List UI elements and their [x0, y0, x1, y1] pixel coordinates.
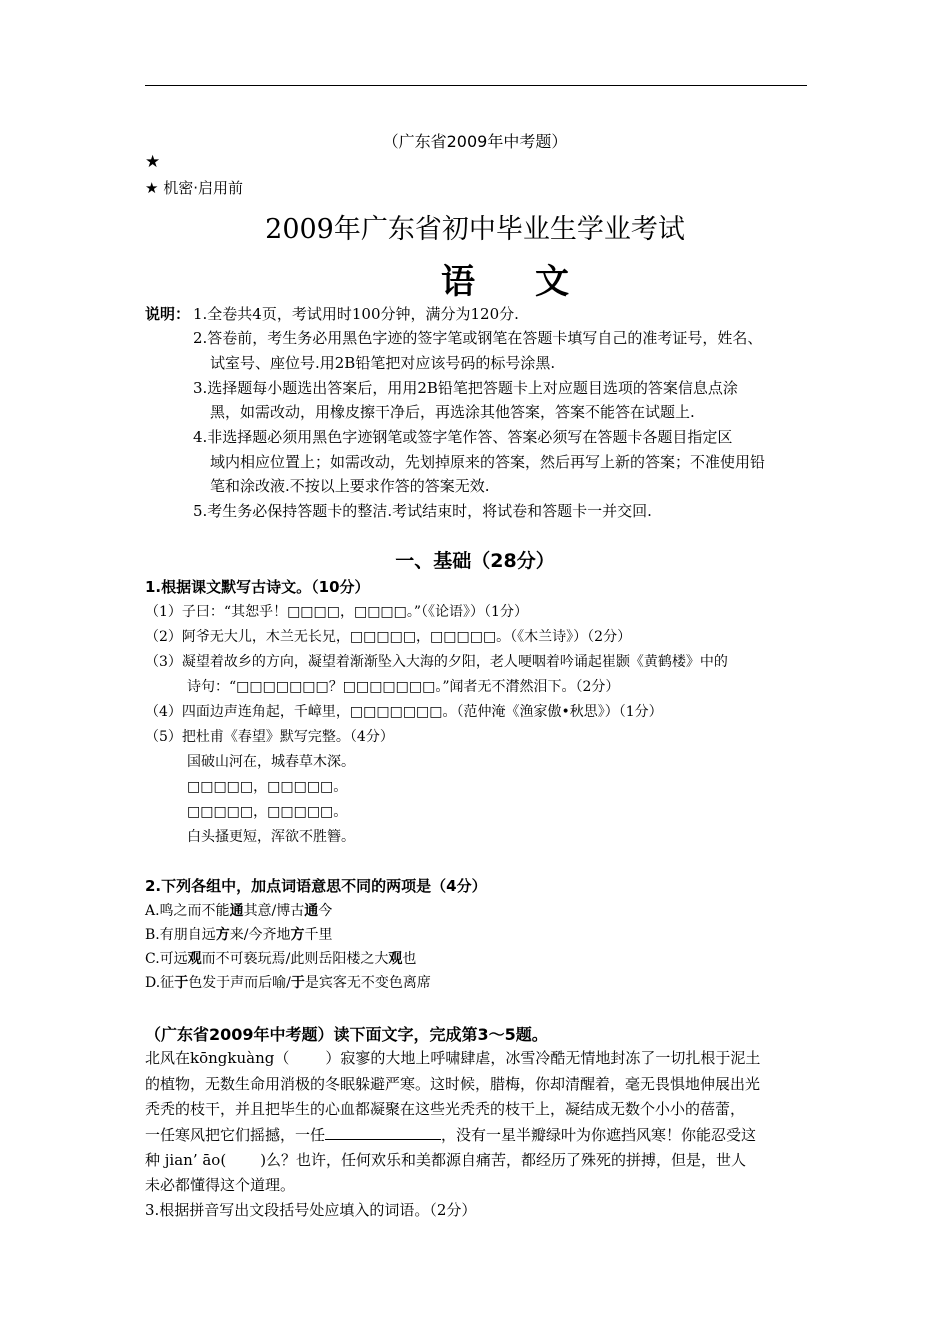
source-title: （广东省2009年中考题） [382, 132, 568, 151]
passage-line: 种 jian’ āo( )么？也许，任何欢乐和美都源自痛苦，都经历了殊死的拼搏，但是，世人 [145, 1151, 747, 1169]
passage-line: 一任寒风把它们摇撼，一任 ，没有一星半瓣绿叶为你遮挡风寒！你能忍受这 [145, 1126, 757, 1144]
instruction-item: 笔和涂改液.不按以上要求作答的答案无效. [210, 477, 490, 495]
question-title: 1.根据课文默写古诗文。（10分） [145, 578, 370, 596]
passage-line: 的植物，无数生命用消极的冬眠躲避严寒。这时候，腊梅，你却清醒着，毫无畏惧地伸展出光 [145, 1075, 761, 1093]
poem-line: 白头搔更短，浑欲不胜簪。 [187, 829, 355, 845]
question-line: （3）凝望着故乡的方向，凝望着渐渐坠入大海的夕阳，老人哽咽着吟诵起崔颢《黄鹤楼》中的 [145, 654, 728, 670]
instruction-item: 域内相应位置上；如需改动，先划掉原来的答案，然后再写上新的答案；不准使用铅 [210, 453, 766, 471]
instructions-label: 说明： [145, 305, 191, 323]
reading-title: （广东省2009年中考题）读下面文字，完成第3～5题。 [145, 1025, 548, 1044]
top-rule [145, 85, 807, 86]
question-title: 2.下列各组中，加点词语意思不同的两项是（4分） [145, 877, 487, 895]
section-title: 一、基础（28分） [395, 550, 555, 572]
poem-line: □□□□□，□□□□□。 [187, 804, 348, 820]
instruction-item: 3.选择题每小题选出答案后，用用2B铅笔把答题卡上对应题目选项的答案信息点涂 [193, 379, 738, 397]
question-line: （2）阿爷无大儿，木兰无长兄，□□□□□，□□□□□。（《木兰诗》）（2分） [145, 629, 632, 645]
question-line: （5）把杜甫《春望》默写完整。（4分） [145, 729, 394, 745]
passage-line: 北风在kōngkuàng（ ）寂寥的大地上呼啸肆虐，冰雪冷酷无情地封冻了一切扎根于泥土 [145, 1049, 761, 1067]
poem-line: 国破山河在，城春草木深。 [187, 754, 355, 770]
star-icon: ★ [145, 152, 161, 172]
exam-title: 2009年广东省初中毕业生学业考试 [265, 214, 685, 245]
passage-line: 未必都懂得这个道理。 [145, 1176, 296, 1194]
secret-label: ★ 机密·启用前 [145, 179, 243, 197]
question-line: （4）四面边声连角起，千嶂里，□□□□□□□。（范仲淹《渔家傲•秋思》）（1分） [145, 704, 663, 720]
instruction-item: 黑，如需改动，用橡皮擦干净后，再选涂其他答案，答案不能答在试题上. [210, 403, 695, 421]
instruction-item: 5.考生务必保持答题卡的整洁.考试结束时，将试卷和答题卡一并交回. [193, 502, 652, 520]
instruction-item: 2.答卷前，考生务必用黑色字迹的签字笔或钢笔在答题卡填写自己的准考证号，姓名、 [193, 329, 763, 347]
option-d: D.征于色发于声而后喻/于是宾客无不变色离席 [145, 975, 431, 991]
instruction-item: 试室号、座位号.用2B铅笔把对应该号码的标号涂黑. [210, 354, 556, 372]
option-c: C.可远观而不可亵玩焉/此则岳阳楼之大观也 [145, 951, 417, 967]
instruction-item: 4.非选择题必须用黑色字迹钢笔或签字笔作答、答案必须写在答题卡各题目指定区 [193, 428, 733, 446]
subject-title: 语文 [441, 262, 629, 302]
question-title: 3.根据拼音写出文段括号处应填入的词语。（2分） [145, 1201, 477, 1219]
option-a: A.鸣之而不能通其意/博古通今 [145, 903, 333, 919]
instruction-item: 1.全卷共4页，考试用时100分钟，满分为120分. [193, 305, 519, 323]
question-line: （1）子曰：“其恕乎！□□□□，□□□□。”（《论语》）（1分） [145, 604, 528, 620]
passage-line: 秃秃的枝干，并且把毕生的心血都凝聚在这些光秃秃的枝干上，凝结成无数个小小的蓓蕾， [145, 1100, 746, 1118]
poem-line: □□□□□，□□□□□。 [187, 779, 348, 795]
option-b: B.有朋自远方来/今齐地方千里 [145, 927, 333, 943]
question-line: 诗句：“□□□□□□□？□□□□□□□。”闻者无不潸然泪下。（2分） [187, 679, 620, 695]
